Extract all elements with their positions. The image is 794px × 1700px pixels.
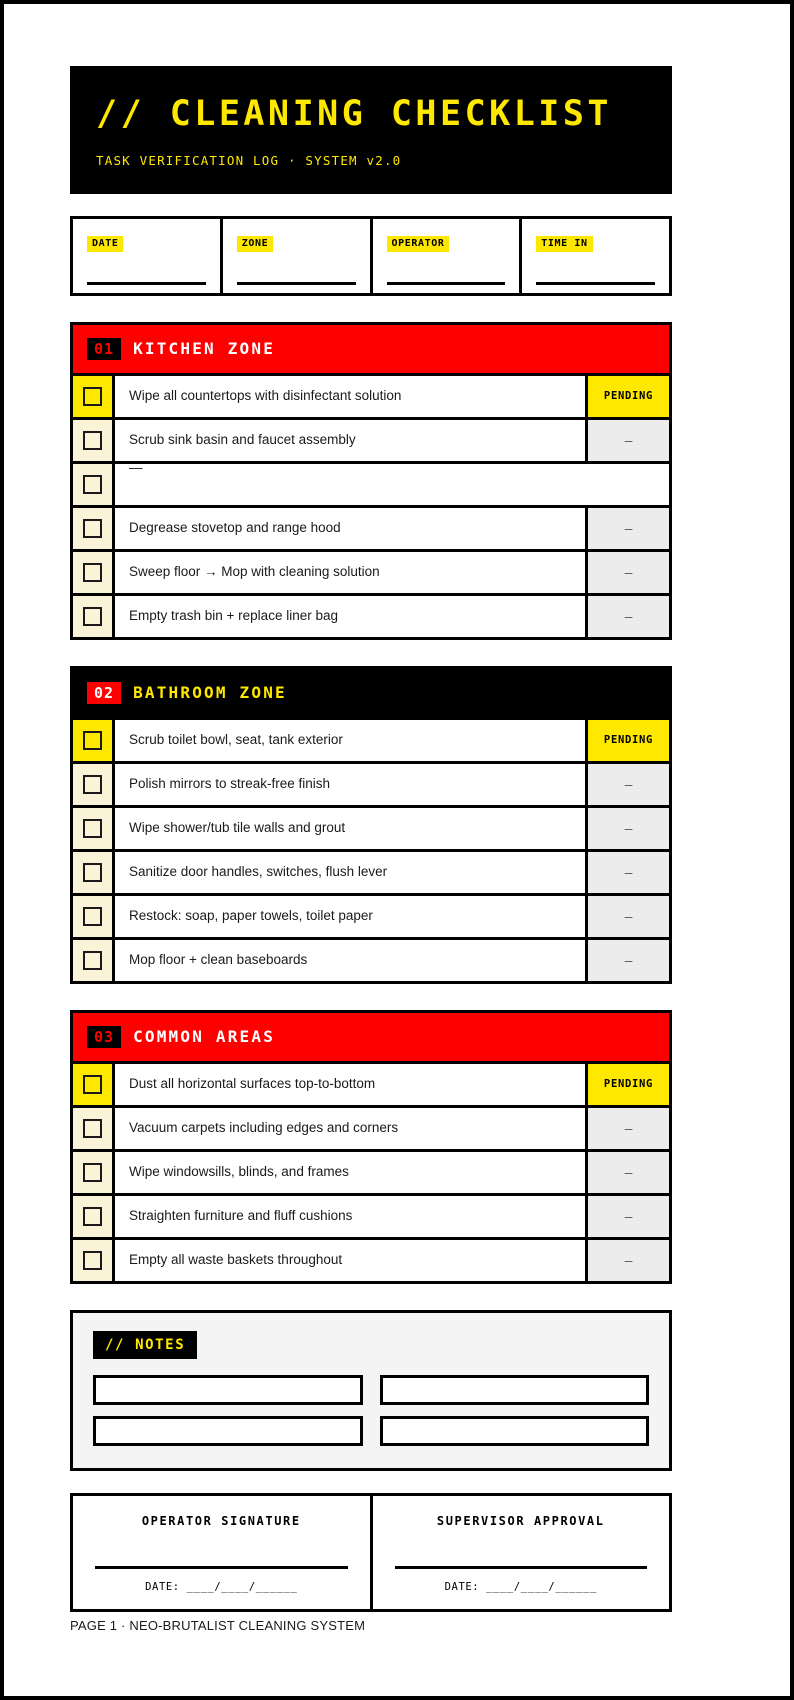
- meta-field-zone[interactable]: [223, 219, 373, 293]
- meta-field-writeline[interactable]: [387, 282, 506, 285]
- task-label: Empty trash bin + replace liner bag: [129, 607, 338, 623]
- task-checkbox-cell[interactable]: [73, 1064, 115, 1105]
- task-status-badge: –: [585, 808, 669, 849]
- signature-line[interactable]: [95, 1566, 348, 1569]
- section-title: KITCHEN ZONE: [133, 339, 276, 359]
- section-header: [73, 669, 669, 717]
- section-kitchen-zone: [70, 322, 672, 640]
- task-checkbox-cell[interactable]: [73, 1240, 115, 1281]
- task-label: Polish mirrors to streak-free finish: [129, 775, 331, 791]
- page-title: // CLEANING CHECKLIST: [96, 94, 613, 134]
- checkbox-icon[interactable]: [83, 607, 102, 626]
- checkbox-icon[interactable]: [83, 1119, 102, 1138]
- checkbox-icon[interactable]: [83, 1163, 102, 1182]
- signature-title: SUPERVISOR APPROVAL: [436, 1513, 605, 1528]
- section-header: [73, 325, 669, 373]
- task-label: Empty all waste baskets throughout: [129, 1251, 343, 1267]
- checkbox-icon[interactable]: [83, 907, 102, 926]
- task-label: Scrub sink basin and faucet assembly: [129, 431, 356, 447]
- task-row[interactable]: [73, 893, 669, 937]
- task-label: Wipe all countertops with disinfectant solution: [129, 387, 402, 403]
- meta-field-operator[interactable]: [373, 219, 523, 293]
- task-checkbox-cell[interactable]: [73, 896, 115, 937]
- task-label: Straighten furniture and fluff cushions: [129, 1207, 353, 1223]
- checkbox-icon[interactable]: [83, 1207, 102, 1226]
- checkbox-icon[interactable]: [83, 731, 102, 750]
- task-status-badge: –: [585, 1196, 669, 1237]
- checkbox-icon[interactable]: [83, 863, 102, 882]
- notes-panel: [70, 1310, 672, 1471]
- task-checkbox-cell[interactable]: [73, 596, 115, 637]
- task-checkbox-cell[interactable]: [73, 1108, 115, 1149]
- checkbox-icon[interactable]: [83, 431, 102, 450]
- task-label: Dust all horizontal surfaces top-to-bottom: [129, 1075, 376, 1091]
- signature-date-label: DATE: ____/____/______: [145, 1580, 298, 1593]
- task-row[interactable]: [73, 1105, 669, 1149]
- task-status-badge: –: [585, 596, 669, 637]
- task-checkbox-cell[interactable]: [73, 1196, 115, 1237]
- section-title: COMMON AREAS: [133, 1027, 276, 1047]
- meta-field-writeline[interactable]: [87, 282, 206, 285]
- task-status-badge: –: [585, 1152, 669, 1193]
- task-row[interactable]: [73, 937, 669, 981]
- meta-field-writeline[interactable]: [536, 282, 655, 285]
- task-checkbox-cell[interactable]: [73, 420, 115, 461]
- task-row[interactable]: [73, 461, 669, 505]
- task-checkbox-cell[interactable]: [73, 552, 115, 593]
- task-label: Sweep floor → Mop with cleaning solution: [129, 563, 380, 579]
- task-status-badge: –: [585, 896, 669, 937]
- task-status-badge: PENDING: [585, 376, 669, 417]
- task-row[interactable]: [73, 417, 669, 461]
- signature-title: OPERATOR SIGNATURE: [141, 1513, 301, 1528]
- task-status-badge: PENDING: [585, 720, 669, 761]
- checkbox-icon[interactable]: [83, 775, 102, 794]
- sections-container: [70, 322, 672, 1284]
- task-row[interactable]: [73, 849, 669, 893]
- meta-field-date[interactable]: [73, 219, 223, 293]
- section-title: BATHROOM ZONE: [133, 683, 287, 703]
- section-number-badge: 03: [87, 1026, 121, 1048]
- task-status-badge: –: [585, 1240, 669, 1281]
- task-label: —: [129, 459, 143, 475]
- task-checkbox-cell[interactable]: [73, 720, 115, 761]
- meta-field-label: OPERATOR: [387, 236, 450, 252]
- section-bathroom-zone: [70, 666, 672, 984]
- task-checkbox-cell[interactable]: [73, 376, 115, 417]
- notes-title: // NOTES: [93, 1331, 197, 1359]
- task-label: Wipe shower/tub tile walls and grout: [129, 819, 346, 835]
- checkbox-icon[interactable]: [83, 563, 102, 582]
- task-row[interactable]: [73, 1237, 669, 1281]
- checkbox-icon[interactable]: [83, 951, 102, 970]
- signature-cell: [373, 1496, 670, 1609]
- task-row[interactable]: [73, 717, 669, 761]
- meta-field-label: TIME IN: [536, 236, 592, 252]
- task-status-badge: –: [585, 940, 669, 981]
- task-checkbox-cell[interactable]: [73, 852, 115, 893]
- section-number-badge: 02: [87, 682, 121, 704]
- note-input-line[interactable]: [93, 1416, 363, 1446]
- signature-date-label: DATE: ____/____/______: [444, 1580, 597, 1593]
- masthead: [70, 66, 672, 194]
- checkbox-icon[interactable]: [83, 1075, 102, 1094]
- task-label: Degrease stovetop and range hood: [129, 519, 341, 535]
- page-footer: PAGE 1 · NEO-BRUTALIST CLEANING SYSTEM: [70, 1617, 366, 1633]
- task-row[interactable]: [73, 373, 669, 417]
- task-label: Restock: soap, paper towels, toilet paper: [129, 907, 373, 923]
- task-row[interactable]: [73, 1061, 669, 1105]
- task-checkbox-cell[interactable]: [73, 1152, 115, 1193]
- signature-cell: [73, 1496, 373, 1609]
- task-label: Sanitize door handles, switches, flush lever: [129, 863, 388, 879]
- task-row[interactable]: [73, 593, 669, 637]
- section-number-badge: 01: [87, 338, 121, 360]
- task-row[interactable]: [73, 1193, 669, 1237]
- note-input-line[interactable]: [380, 1375, 650, 1405]
- task-checkbox-cell[interactable]: [73, 508, 115, 549]
- meta-field-time-in[interactable]: [522, 219, 669, 293]
- task-status-badge: –: [585, 420, 669, 461]
- task-status-badge: –: [585, 1108, 669, 1149]
- task-checkbox-cell[interactable]: [73, 808, 115, 849]
- checkbox-icon[interactable]: [83, 519, 102, 538]
- checkbox-icon[interactable]: [83, 387, 102, 406]
- task-checkbox-cell[interactable]: [73, 464, 115, 505]
- page-content: [70, 66, 672, 1633]
- task-status-badge: PENDING: [585, 1064, 669, 1105]
- task-row[interactable]: [73, 805, 669, 849]
- meta-fields-row: [70, 216, 672, 296]
- page-subtitle: TASK VERIFICATION LOG · SYSTEM v2.0: [96, 152, 402, 168]
- task-row[interactable]: [73, 1149, 669, 1193]
- checkbox-icon[interactable]: [83, 475, 102, 494]
- task-status-badge: –: [585, 552, 669, 593]
- task-checkbox-cell[interactable]: [73, 940, 115, 981]
- section-header: [73, 1013, 669, 1061]
- task-label: Wipe windowsills, blinds, and frames: [129, 1163, 349, 1179]
- task-status-badge: –: [585, 508, 669, 549]
- signature-block: [70, 1493, 672, 1612]
- task-label: Mop floor + clean baseboards: [129, 951, 308, 967]
- notes-grid: [93, 1375, 649, 1446]
- task-row[interactable]: [73, 505, 669, 549]
- note-input-line[interactable]: [380, 1416, 650, 1446]
- task-checkbox-cell[interactable]: [73, 764, 115, 805]
- task-label: Scrub toilet bowl, seat, tank exterior: [129, 731, 343, 747]
- section-common-areas: [70, 1010, 672, 1284]
- meta-field-label: ZONE: [237, 236, 273, 252]
- meta-field-label: DATE: [87, 236, 123, 252]
- task-status-badge: –: [585, 764, 669, 805]
- task-row[interactable]: [73, 761, 669, 805]
- task-status-badge: –: [585, 852, 669, 893]
- task-row[interactable]: [73, 549, 669, 593]
- checkbox-icon[interactable]: [83, 1251, 102, 1270]
- meta-field-writeline[interactable]: [237, 282, 356, 285]
- checkbox-icon[interactable]: [83, 819, 102, 838]
- signature-line[interactable]: [395, 1566, 648, 1569]
- note-input-line[interactable]: [93, 1375, 363, 1405]
- task-label: Vacuum carpets including edges and corners: [129, 1119, 399, 1135]
